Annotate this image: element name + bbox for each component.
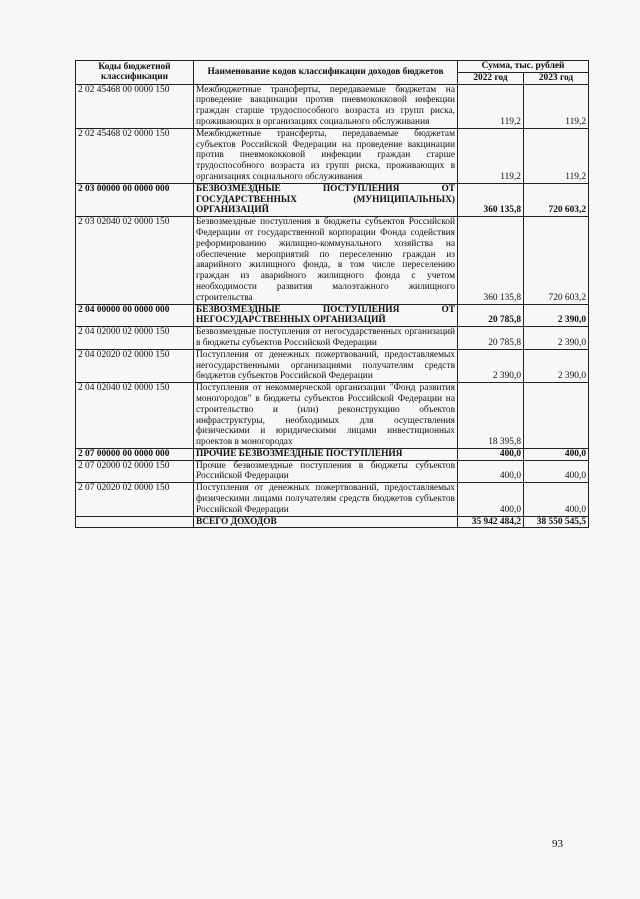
header-codes: Коды бюджетной классификации	[76, 61, 194, 85]
value-2022-cell: 20 785,8	[458, 304, 524, 327]
value-2022-cell: 400,0	[458, 448, 524, 460]
code-cell: 2 03 02040 02 0000 150	[76, 217, 194, 304]
page-number: 93	[552, 838, 563, 850]
value-2022-cell: 400,0	[458, 460, 524, 483]
code-cell: 2 07 02000 02 0000 150	[76, 460, 194, 483]
value-2022-cell: 360 135,8	[458, 183, 524, 216]
value-2022-cell: 119,2	[458, 84, 524, 128]
value-2023-cell: 400,0	[524, 448, 589, 460]
header-year-2023: 2023 год	[524, 72, 589, 84]
table-row	[76, 84, 589, 128]
name-cell: ПРОЧИЕ БЕЗВОЗМЕЗДНЫЕ ПОСТУПЛЕНИЯ	[194, 448, 458, 460]
code-cell: 2 07 00000 00 0000 000	[76, 448, 194, 460]
table-row	[76, 304, 589, 327]
code-cell: 2 04 00000 00 0000 000	[76, 304, 194, 327]
name-cell: Поступления от некоммерческой организации "Фонд развития моногородов" в бюджеты субъектов Российской Федерации на строительство и (или) реконструкцию объектов инфраструктуры, необходимых для осуществления физическими и юридическими лицами инвестиционных проектов в моногородах	[194, 383, 458, 449]
name-cell: Межбюджетные трансферты, передаваемые бюджетам субъектов Российской Федерации на проведение вакцинации против пневмококковой инфекции граждан старше трудоспособного возраста из групп риска, проживающих в организациях социального обслуживания	[194, 128, 458, 183]
name-cell: Поступления от денежных пожертвований, предоставляемых физическими лицами получателям средств бюджетов субъектов Российской Федерации	[194, 483, 458, 516]
code-cell: 2 07 02020 02 0000 150	[76, 483, 194, 516]
value-2023-cell	[524, 383, 589, 449]
value-2022-cell: 35 942 484,2	[458, 516, 524, 528]
header-year-2022: 2022 год	[458, 72, 524, 84]
value-2023-cell: 2 390,0	[524, 349, 589, 382]
table-row	[76, 217, 589, 304]
value-2023-cell: 2 390,0	[524, 327, 589, 350]
table-row	[76, 483, 589, 516]
table-row	[76, 516, 589, 528]
table-row	[76, 128, 589, 183]
table-row	[76, 349, 589, 382]
value-2023-cell: 720 603,2	[524, 217, 589, 304]
header-sum: Сумма, тыс. рублей	[458, 61, 589, 73]
value-2022-cell: 2 390,0	[458, 349, 524, 382]
table-row	[76, 383, 589, 449]
budget-revenue-table	[75, 60, 589, 528]
value-2023-cell: 119,2	[524, 128, 589, 183]
code-cell: 2 04 02040 02 0000 150	[76, 383, 194, 449]
value-2023-cell: 38 550 545,5	[524, 516, 589, 528]
value-2022-cell: 20 785,8	[458, 327, 524, 350]
name-cell: БЕЗВОЗМЕЗДНЫЕ ПОСТУПЛЕНИЯ ОТ ГОСУДАРСТВЕННЫХ (МУНИЦИПАЛЬНЫХ) ОРГАНИЗАЦИЙ	[194, 183, 458, 216]
table-row	[76, 327, 589, 350]
code-cell: 2 02 45468 02 0000 150	[76, 128, 194, 183]
value-2022-cell: 119,2	[458, 128, 524, 183]
value-2022-cell: 18 395,8	[458, 383, 524, 449]
code-cell	[76, 516, 194, 528]
code-cell: 2 02 45468 00 0000 150	[76, 84, 194, 128]
value-2023-cell: 720 603,2	[524, 183, 589, 216]
code-cell: 2 04 02020 02 0000 150	[76, 349, 194, 382]
code-cell: 2 03 00000 00 0000 000	[76, 183, 194, 216]
name-cell: Безвозмездные поступления от негосударственных организаций в бюджеты субъектов Российской Федерации	[194, 327, 458, 350]
value-2023-cell: 2 390,0	[524, 304, 589, 327]
table-row	[76, 460, 589, 483]
table-row	[76, 448, 589, 460]
value-2023-cell: 400,0	[524, 483, 589, 516]
name-cell: Поступления от денежных пожертвований, предоставляемых негосударственными организациями получателям средств бюджетов субъектов Российской Федерации	[194, 349, 458, 382]
name-cell: Межбюджетные трансферты, передаваемые бюджетам на проведение вакцинации против пневмококковой инфекции граждан старше трудоспособного возраста из групп риска, проживающих в организациях социального обслуживания	[194, 84, 458, 128]
value-2022-cell: 360 135,8	[458, 217, 524, 304]
value-2022-cell: 400,0	[458, 483, 524, 516]
budget-revenue-table-sheet	[75, 60, 588, 528]
value-2023-cell: 119,2	[524, 84, 589, 128]
table-row	[76, 183, 589, 216]
value-2023-cell: 400,0	[524, 460, 589, 483]
header-name: Наименование кодов классификации доходов бюджетов	[194, 61, 458, 85]
name-cell: ВСЕГО ДОХОДОВ	[194, 516, 458, 528]
name-cell: Прочие безвозмездные поступления в бюджеты субъектов Российской Федерации	[194, 460, 458, 483]
code-cell: 2 04 02000 02 0000 150	[76, 327, 194, 350]
name-cell: БЕЗВОЗМЕЗДНЫЕ ПОСТУПЛЕНИЯ ОТ НЕГОСУДАРСТВЕННЫХ ОРГАНИЗАЦИЙ	[194, 304, 458, 327]
name-cell: Безвозмездные поступления в бюджеты субъектов Российской Федерации от государственной корпорации Фонда содействия реформированию жилищно-коммунального хозяйства на обеспечение мероприятий по переселению граждан из аварийного жилищного фонда, в том числе переселению граждан из аварийного жилищного фонда с учетом необходимости развития малоэтажного жилищного строительства	[194, 217, 458, 304]
